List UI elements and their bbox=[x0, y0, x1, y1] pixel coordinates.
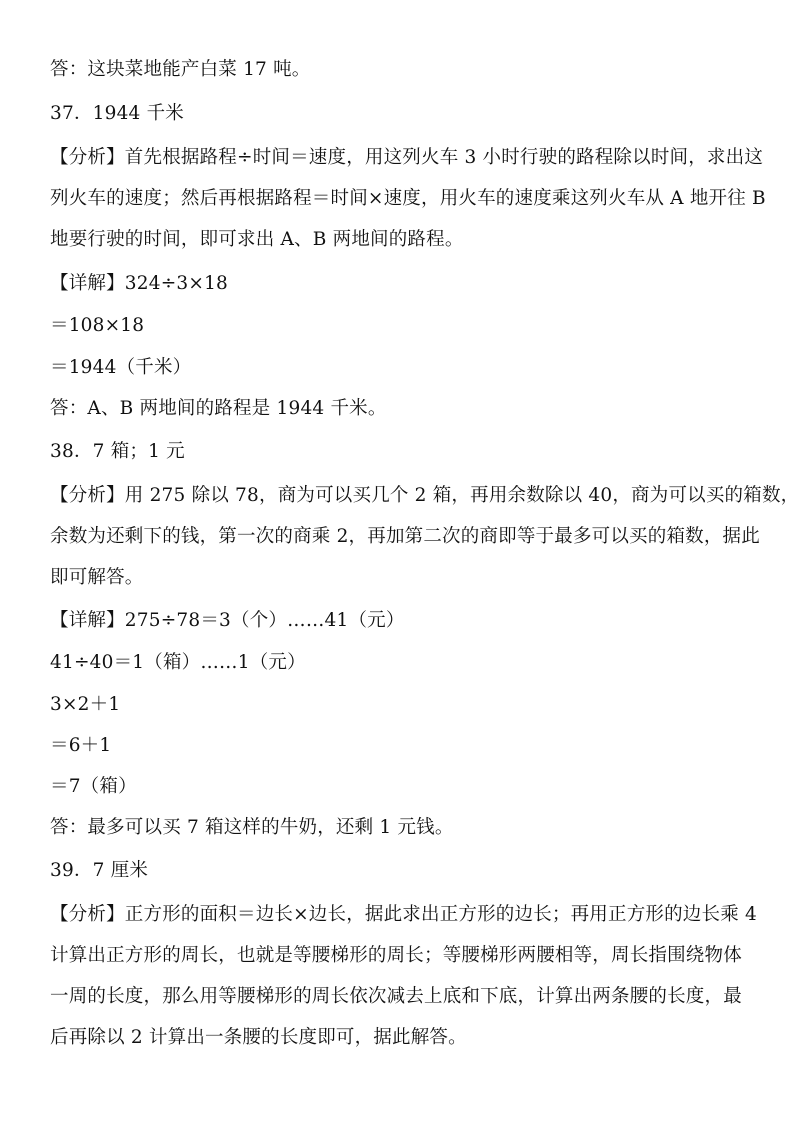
analysis-37-line-2: 列火车的速度；然后再根据路程＝时间×速度，用火车的速度乘这列火车从 A 地开往 B bbox=[50, 188, 766, 209]
analysis-39-line-4: 后再除以 2 计算出一条腰的长度即可，据此解答。 bbox=[50, 1027, 467, 1048]
solution-37-line-2: ＝108×18 bbox=[50, 315, 145, 336]
question-39-heading: 39．7 厘米 bbox=[50, 860, 149, 881]
analysis-37-line-3: 地要行驶的时间，即可求出 A、B 两地间的路程。 bbox=[50, 229, 464, 250]
analysis-39-line-3: 一周的长度，那么用等腰梯形的周长依次减去上底和下底，计算出两条腰的长度，最 bbox=[50, 986, 742, 1007]
analysis-38-line-1: 【分析】用 275 除以 78，商为可以买几个 2 箱，再用余数除以 40，商为可以买的箱数， bbox=[50, 485, 800, 506]
question-37-heading: 37．1944 千米 bbox=[50, 103, 185, 124]
solution-38-line-4: ＝6＋1 bbox=[50, 735, 112, 756]
analysis-38-line-3: 即可解答。 bbox=[50, 567, 144, 588]
analysis-39-line-1: 【分析】正方形的面积＝边长×边长，据此求出正方形的边长；再用正方形的边长乘 4 bbox=[50, 904, 757, 925]
solution-38-line-1: 【详解】275÷78＝3（个）……41（元） bbox=[50, 610, 405, 631]
question-38-heading: 38．7 箱；1 元 bbox=[50, 441, 185, 462]
solution-37-line-1: 【详解】324÷3×18 bbox=[50, 273, 229, 294]
solution-37-line-3: ＝1944（千米） bbox=[50, 357, 192, 378]
solution-38-line-2: 41÷40＝1（箱）……1（元） bbox=[50, 652, 306, 673]
analysis-38-line-2: 余数为还剩下的钱，第一次的商乘 2，再加第二次的商即等于最多可以买的箱数，据此 bbox=[50, 526, 760, 547]
solution-38-line-5: ＝7（箱） bbox=[50, 776, 137, 797]
solution-38-line-3: 3×2＋1 bbox=[50, 694, 121, 715]
answer-38: 答：最多可以买 7 箱这样的牛奶，还剩 1 元钱。 bbox=[50, 817, 454, 838]
answer-37: 答：A、B 两地间的路程是 1944 千米。 bbox=[50, 398, 387, 419]
analysis-37-line-1: 【分析】首先根据路程÷时间＝速度，用这列火车 3 小时行驶的路程除以时间，求出这 bbox=[50, 147, 764, 168]
answer-36: 答：这块菜地能产白菜 17 吨。 bbox=[50, 59, 311, 80]
analysis-39-line-2: 计算出正方形的周长，也就是等腰梯形的周长；等腰梯形两腰相等，周长指围绕物体 bbox=[50, 945, 742, 966]
